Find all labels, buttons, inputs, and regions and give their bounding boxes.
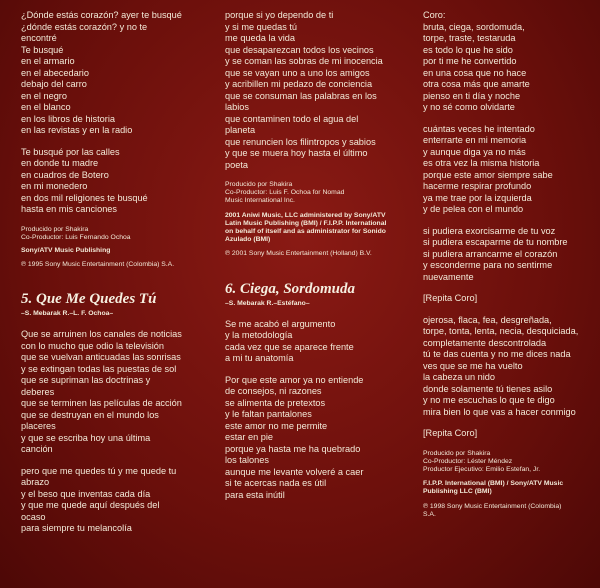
lyric-line: abrazo [21,477,50,488]
credits [423,450,596,475]
lyric-line: ocaso [21,511,46,522]
lyric-line: [Repita Coro] [423,293,478,303]
lyric-line: en el abecedario [21,67,89,78]
lyric-line: completamente descontrolada [423,337,547,348]
stanza [225,10,398,171]
lyric-line: y que me quede aquí después del [21,500,160,511]
lyric-line: cada vez que se aparece frente [225,341,354,352]
lyric-line: Publishing LLC (BMI) [423,488,492,496]
stanza [225,319,398,365]
stanza [423,226,596,284]
lyric-line: placeres [21,421,56,432]
lyric-line: porque si yo dependo de ti [225,10,334,20]
lyric-line: los talones [225,455,269,466]
lyric-line: Coro: [423,10,446,20]
lyric-line: es otra vez la misma historia [423,158,540,168]
lyric-line: este amor no me permite [225,420,328,431]
lyric-line: labios [225,102,250,112]
lyric-line: pero que me quedes tú y me quede tu [21,465,177,476]
lyric-line: que se destruyan en el mundo los [21,409,159,420]
lyric-line: Co-Productor: Léster Méndez [423,457,513,465]
lyric-line: y esconderme para no sentirme [423,260,553,270]
publisher [423,480,596,496]
lyric-line: de consejos, ni razones [225,386,322,397]
lyric-line: Co-Productor: Luis Fernando Ochoa [21,233,131,241]
lyric-line: y que se escriba hoy una última [21,432,151,443]
lyric-line: ¿dónde estás corazón? y no te [21,21,148,32]
copyright: ℗ 2001 Sony Music Entertainment (Holland) B.V. [225,250,372,258]
lyric-line: enterrarte en mi memoria [423,135,527,145]
lyric-line: ya me trae por la izquierda [423,192,532,203]
lyric-line: que contaminen todo el agua del [225,113,359,124]
lyric-line: hacerme respirar profundo [423,181,532,191]
lyric-line: Te busqué [21,44,64,55]
lyric-line: hasta en mis canciones [21,204,118,214]
lyric-line: porque ya hasta me ha quebrado [225,443,361,454]
lyric-line: para esta inútil [225,489,285,500]
lyric-line: y acribillen mi pedazo de conciencia [225,79,373,89]
lyric-line: ves que se me ha vuelto [423,360,523,371]
lyric-line: si pudiera exorcisarme de tu voz [423,225,556,236]
chorus [423,10,596,114]
lyric-line: poeta [225,159,248,170]
lyric-line: en una cosa que no hace [423,67,527,78]
lyric-line: y no sé como olvidarte [423,102,515,112]
lyric-line: Productor Ejecutivo: Emilio Estefan, Jr. [423,465,541,473]
lyric-line: canción [21,444,53,455]
lyric-line: y se coman las sobras de mi inocencia [225,56,383,66]
stanza [423,124,596,216]
lyric-line: on behalf of itself and as administrator for Sonido [225,228,386,236]
column-1 [0,0,200,588]
song-title: 5. Que Me Quedes Tú [21,291,157,308]
lyric-line: debajo del carro [21,79,87,89]
lyric-line: y el beso que inventas cada día [21,488,151,499]
lyric-line: porque este amor siempre sabe [423,169,553,180]
lyric-line: en las revistas y en la radio [21,125,133,135]
song-author: –S. Mebarak R.–L. F. Ochoa– [21,310,114,318]
lyric-line: ojerosa, flaca, fea, desgreñada, [423,314,552,325]
lyric-line: F.I.P.P. International (BMI) / Sony/ATV Music [423,480,564,488]
column-3 [402,0,600,588]
stanza [21,329,194,456]
lyric-line: ¿Dónde estás corazón? ayer te busqué [21,10,182,20]
stanza [21,10,194,137]
lyric-line: que se consuman las palabras en los [225,90,377,101]
lyric-line: ℗ 1998 Sony Music Entertainment (Colombia) [423,502,562,510]
lyric-line: en mi monedero [21,181,88,191]
lyric-line: que se supriman las doctrinas y [21,375,151,386]
lyric-line: pienso en ti día y noche [423,90,521,101]
lyric-line: estar en pie [225,432,274,443]
lyric-line: en los libros de historia [21,113,115,124]
lyric-line: en donde tu madre [21,158,99,168]
lyric-line: la cabeza un nido [423,372,496,382]
lyric-line: y aunque diga ya no más [423,146,526,157]
lyric-line: para siempre tu melancolía [21,523,132,534]
lyric-line: y si me quedas tú [225,21,298,32]
lyric-line: se alimenta de pretextos [225,397,326,408]
lyric-line: y no me escuchas lo que te digo [423,395,555,405]
column-2 [200,0,402,588]
lyric-line: encontré [21,33,57,43]
lyric-line: en el negro [21,90,67,101]
lyric-line: deberes [21,386,55,397]
copyright [423,503,596,519]
credits [21,226,194,242]
lyric-line: otra cosa más que amarte [423,79,530,89]
lyric-line: Producido por Shakira [423,449,491,457]
lyric-line: a mi tu anatomía [225,353,294,364]
lyric-line: torpe, traste, testaruda [423,33,516,43]
lyric-line: Producido por Shakira [21,225,89,233]
lyric-line: me queda la vida [225,33,295,43]
lyric-line: Latin Music Publishing (BMI) / F.I.P.P. International [225,219,387,227]
lyric-line: y se extingan todas las puestas de sol [21,363,177,374]
stanza [21,466,194,535]
song-title: 6. Ciega, Sordomuda [225,280,356,297]
lyric-line: y le faltan pantalones [225,409,312,420]
lyric-line: y que se muera hoy hasta el último [225,148,368,158]
lyric-line: nuevamente [423,271,474,282]
stanza [423,315,596,419]
lyric-line: con lo mucho que odio la televisión [21,340,165,351]
lyric-line: Co-Productor: Luis F. Ochoa for Nomad [225,189,345,197]
lyric-line: Te busqué por las calles [21,146,120,157]
lyric-line: si pudiera escaparme de tu nombre [423,237,568,247]
lyric-line: Que se arruinen los canales de noticias [21,329,182,340]
lyric-line: Se me acabó el argumento [225,318,336,329]
lyric-line: aunque me levante volveré a caer [225,466,364,477]
lyric-line: que se vuelvan anticuadas las sonrisas [21,352,181,363]
publisher: Sony/ATV Music Publishing [21,246,111,254]
lyric-line: Azulado (BMI) [225,236,271,244]
lyric-line: torpe, tonta, lenta, necia, desquiciada, [423,326,579,336]
lyric-line: y la metodología [225,330,293,341]
credits [225,181,398,206]
copyright: ℗ 1995 Sony Music Entertainment (Colombia) S.A. [21,261,175,269]
lyric-line: es todo lo que he sido [423,44,513,55]
lyric-line: si te acercas nada es útil [225,478,327,489]
lyric-line: que se terminen las películas de acción [21,398,182,409]
lyric-line: en el blanco [21,102,71,112]
publisher [225,212,398,245]
stanza [21,147,194,216]
lyric-line: cuántas veces he intentado [423,123,535,134]
lyric-line: [Repita Coro] [423,428,478,438]
stanza [225,375,398,502]
lyric-line: S.A. [423,510,436,518]
repeat-chorus [423,428,596,440]
repeat-chorus [423,293,596,305]
lyric-line: que desaparezcan todos los vecinos [225,44,374,55]
lyric-line: planeta [225,125,256,135]
lyric-line: en cuadros de Botero [21,169,109,180]
song-author: –S. Mebarak R.–Estéfano– [225,299,310,307]
lyric-line: por ti me he convertido [423,56,517,66]
lyric-line: tú te das cuenta y no me dices nada [423,349,571,359]
lyric-line: en dos mil religiones te busqué [21,192,148,203]
lyric-line: Por que este amor ya no entiende [225,374,364,385]
lyric-line: en el armario [21,56,75,66]
lyric-line: mira bien lo que vas a hacer conmigo [423,406,576,417]
lyric-line: 2001 Aniwi Music, LLC administered by Sony/ATV [225,211,386,219]
lyric-line: Producido por Shakira [225,181,293,188]
lyric-line: Music International Inc. [225,197,295,205]
lyric-line: si pudiera arrancarme el corazón [423,248,558,259]
lyric-line: donde solamente tú tienes asilo [423,383,553,394]
lyric-line: que renuncien los filintropos y sabios [225,136,376,147]
lyric-line: que se vayan uno a uno los amigos [225,67,370,78]
lyric-line: y de pelea con el mundo [423,204,524,214]
lyric-line: bruta, ciega, sordomuda, [423,21,525,32]
